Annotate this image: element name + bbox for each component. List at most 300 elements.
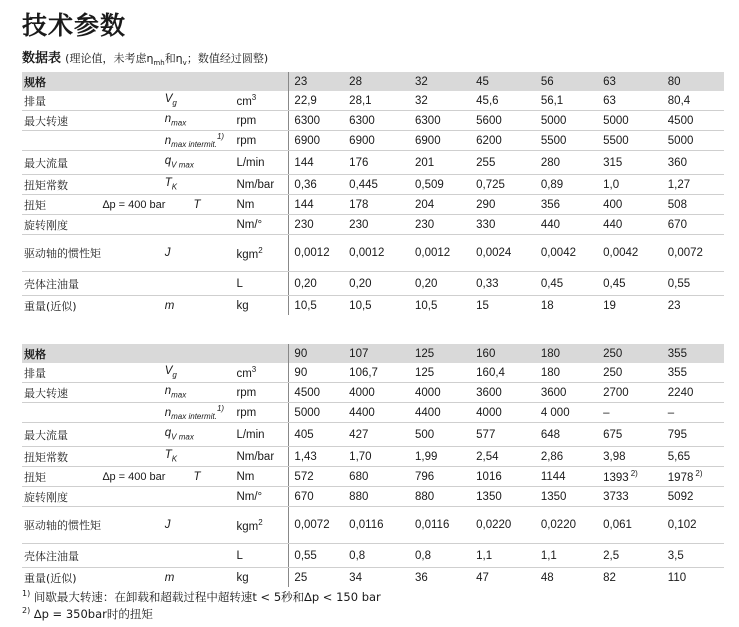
value-text: 3733 [603, 490, 629, 503]
param-symbol [161, 296, 233, 316]
symbol-sub: g [172, 98, 177, 108]
value-text: 6900 [415, 134, 441, 147]
spec-table-1 [22, 72, 724, 315]
value-cell [289, 507, 344, 544]
param-label: 排量 [24, 94, 46, 108]
value-sup: 2) [630, 469, 638, 479]
size-header-cell: 56 [536, 72, 598, 91]
value-text: 427 [349, 428, 369, 441]
value-text: 1350 [540, 490, 567, 503]
value-cell [663, 111, 724, 131]
value-cell [344, 507, 410, 544]
param-label: 壳体注油量 [24, 549, 79, 563]
symbol-sub: max [171, 390, 187, 400]
param-label: 扭矩常数 [24, 178, 68, 192]
value-cell [289, 403, 344, 423]
value-text: 6900 [349, 134, 375, 147]
value-cell [471, 91, 536, 111]
value-text: 1978 [667, 471, 694, 484]
page-title: 技术参数 [22, 11, 127, 40]
table-row [22, 296, 724, 316]
value-cell [536, 447, 598, 467]
value-text: 144 [294, 198, 314, 211]
value-text: 4 000 [540, 406, 570, 419]
param-name [22, 151, 161, 175]
value-cell [471, 568, 536, 588]
param-condition: ∆p = 400 bar [102, 470, 166, 483]
value-text: 25 [294, 571, 308, 584]
unit-sup: 2 [258, 517, 263, 527]
value-text: 0,0042 [603, 247, 639, 259]
param-condition: ∆p = 400 bar [102, 198, 166, 211]
param-name [22, 383, 161, 403]
value-cell [663, 363, 724, 383]
value-text: 4000 [476, 406, 502, 419]
unit-main: kgm [236, 248, 259, 261]
value-text: 15 [476, 299, 489, 312]
subtitle-bold: 数据表 [22, 51, 62, 66]
value-text: 5000 [667, 134, 694, 147]
unit-main: Nm [236, 198, 255, 211]
value-cell [471, 467, 536, 487]
value-text: 1,0 [603, 178, 620, 191]
value-text: 4000 [349, 386, 375, 399]
value-cell [410, 215, 471, 235]
value-cell [410, 151, 471, 175]
param-symbol [161, 383, 233, 403]
value-text: 0,0042 [540, 247, 576, 259]
unit-sup: 3 [251, 93, 257, 103]
param-symbol [161, 568, 233, 588]
value-text: – [603, 406, 610, 419]
param-name [22, 403, 161, 423]
value-cell [344, 544, 410, 568]
param-label: 扭矩 [24, 198, 46, 212]
param-name [22, 487, 161, 507]
value-cell [536, 235, 598, 272]
value-cell [598, 111, 663, 131]
value-cell [663, 507, 724, 544]
value-text: 500 [415, 428, 435, 441]
unit-main: cm [236, 95, 252, 108]
size-header-cell: 45 [471, 72, 536, 91]
value-text: 0,89 [540, 178, 564, 191]
value-text: 5000 [294, 406, 321, 419]
value-cell [536, 215, 598, 235]
value-cell [344, 215, 410, 235]
value-cell [663, 487, 724, 507]
value-cell [471, 195, 536, 215]
param-unit [232, 151, 288, 175]
value-text: 880 [349, 490, 369, 503]
value-cell [289, 447, 344, 467]
param-unit [232, 175, 288, 195]
value-text: 356 [540, 198, 560, 211]
symbol-sub: V max [171, 432, 194, 442]
size-header-cell: 23 [289, 72, 344, 91]
symbol-main: T [193, 470, 201, 483]
table-row [22, 403, 724, 423]
unit-main: kgm [236, 520, 259, 533]
unit-main: cm [236, 367, 252, 380]
value-cell [410, 91, 471, 111]
value-cell [663, 151, 724, 175]
value-cell [471, 111, 536, 131]
value-cell [536, 296, 598, 316]
value-text: 4000 [415, 386, 441, 399]
value-text: 2700 [603, 386, 629, 399]
value-cell [663, 91, 724, 111]
value-cell [344, 272, 410, 296]
subtitle-sub-v: v [182, 59, 187, 68]
table-header-row [22, 344, 724, 363]
spec-table-2 [22, 344, 724, 587]
value-text: 1,43 [294, 450, 317, 463]
subtitle-tail: ；数值经过圆整) [186, 52, 269, 65]
param-symbol [161, 403, 233, 423]
value-cell [410, 131, 471, 151]
param-unit [232, 272, 288, 296]
param-name [22, 91, 161, 111]
value-text: 5600 [476, 114, 502, 127]
table-row [22, 363, 724, 383]
value-cell [410, 175, 471, 195]
value-text: 400 [603, 198, 623, 211]
table-row [22, 235, 724, 272]
value-text: 290 [476, 198, 496, 211]
symbol-main: T [193, 198, 201, 211]
value-cell [471, 131, 536, 151]
value-text: 4400 [415, 406, 441, 419]
size-header-cell: 125 [410, 344, 471, 363]
value-cell [598, 235, 663, 272]
value-cell [663, 272, 724, 296]
subtitle-note: (理论值，未考虑η [65, 52, 154, 65]
value-cell [410, 195, 471, 215]
value-cell [663, 544, 724, 568]
value-cell [471, 487, 536, 507]
value-text: 0,445 [349, 178, 378, 191]
value-text: 10,5 [415, 299, 438, 312]
value-cell [663, 467, 724, 487]
value-text: 0,0116 [415, 519, 450, 531]
value-cell [471, 447, 536, 467]
value-cell [344, 131, 410, 151]
symbol-main: J [164, 247, 171, 259]
value-cell [471, 215, 536, 235]
symbol-main: V [164, 365, 173, 378]
param-symbol [161, 447, 233, 467]
value-cell [471, 151, 536, 175]
value-text: 28,1 [349, 94, 372, 107]
param-name [22, 568, 161, 588]
value-text: 2240 [667, 386, 694, 399]
param-label: 排量 [24, 366, 46, 380]
value-text: 796 [415, 470, 435, 483]
value-text: 23 [667, 299, 681, 312]
value-cell [536, 91, 598, 111]
value-cell [536, 507, 598, 544]
param-name [22, 544, 161, 568]
value-cell [598, 447, 663, 467]
value-cell [344, 363, 410, 383]
param-label: 最大流量 [24, 428, 68, 442]
value-cell [598, 507, 663, 544]
param-unit [232, 235, 288, 272]
value-cell [289, 383, 344, 403]
param-unit [232, 467, 288, 487]
unit-main: L/min [236, 156, 265, 169]
value-text: 0,20 [349, 277, 372, 290]
param-label: 旋转刚度 [24, 490, 68, 504]
value-text: 63 [603, 94, 616, 107]
footnote-1 [22, 589, 381, 605]
value-cell [410, 544, 471, 568]
value-text: 0,0012 [294, 247, 330, 259]
value-cell [536, 467, 598, 487]
unit-main: rpm [236, 134, 257, 147]
param-symbol [161, 235, 233, 272]
param-symbol [161, 215, 233, 235]
size-header-cell: 355 [663, 344, 724, 363]
footnote-2 [22, 606, 153, 622]
value-text: 0,8 [415, 549, 432, 562]
size-header-cell: 160 [471, 344, 536, 363]
param-symbol [161, 487, 233, 507]
unit-main: L [236, 549, 243, 562]
value-text: 675 [603, 428, 623, 441]
symbol-main: J [164, 519, 171, 531]
value-text: 144 [294, 156, 314, 169]
param-symbol [161, 91, 233, 111]
value-text: 1,99 [415, 450, 438, 463]
value-cell [598, 175, 663, 195]
value-cell [344, 235, 410, 272]
value-text: 6300 [349, 114, 375, 127]
param-label: 驱动轴的惯性矩 [24, 519, 101, 532]
value-cell [471, 383, 536, 403]
symbol-sub: max intermit. [171, 140, 217, 150]
footnote-mark: 2) [22, 606, 31, 616]
value-cell [536, 568, 598, 588]
value-cell [536, 423, 598, 447]
value-text: 5500 [603, 134, 629, 147]
table-row [22, 447, 724, 467]
value-cell [344, 568, 410, 588]
value-text: 0,20 [415, 277, 438, 290]
value-text: 0,36 [294, 178, 317, 191]
value-text: 405 [294, 428, 314, 441]
table-row [22, 487, 724, 507]
symbol-main: n [164, 385, 172, 398]
value-text: 56,1 [540, 94, 564, 107]
value-cell [410, 383, 471, 403]
value-text: 0,0116 [349, 519, 384, 531]
value-cell [471, 507, 536, 544]
unit-main: L/min [236, 428, 265, 441]
value-text: 680 [349, 470, 369, 483]
value-text: 5000 [603, 114, 629, 127]
value-text: 6300 [294, 114, 321, 127]
value-cell [344, 487, 410, 507]
value-cell [344, 91, 410, 111]
value-text: 180 [540, 366, 560, 379]
table-row [22, 423, 724, 447]
param-unit [232, 296, 288, 316]
value-cell [598, 272, 663, 296]
symbol-main: T [164, 449, 172, 462]
symbol-sub: max [171, 118, 187, 128]
table-header-row [22, 72, 724, 91]
value-cell [598, 131, 663, 151]
param-unit [232, 195, 288, 215]
value-text: 0,0012 [415, 247, 451, 259]
value-text: 795 [667, 428, 687, 441]
value-text: 0,20 [294, 277, 317, 290]
symbol-main: m [164, 299, 175, 312]
value-cell [289, 423, 344, 447]
value-text: 440 [540, 218, 560, 231]
value-text: 0,0220 [476, 519, 512, 531]
value-text: 80,4 [667, 94, 691, 107]
footnote-text: 间歇最大转速：在卸载和超载过程中超转速t < 5秒和∆p < 150 bar [30, 590, 381, 604]
unit-sup: 2 [258, 245, 263, 255]
value-text: 1393 [603, 471, 629, 484]
value-cell [289, 568, 344, 588]
param-label: 驱动轴的惯性矩 [24, 247, 101, 260]
value-text: 1016 [476, 470, 502, 483]
value-text: 230 [349, 218, 369, 231]
symbol-sub: K [171, 454, 178, 464]
table-row [22, 507, 724, 544]
value-text: 3,98 [603, 450, 626, 463]
symbol-main: T [164, 177, 172, 190]
value-cell [536, 363, 598, 383]
param-unit [232, 363, 288, 383]
value-text: 577 [476, 428, 496, 441]
value-text: 0,102 [667, 519, 697, 531]
value-text: 355 [667, 366, 687, 379]
value-cell [344, 423, 410, 447]
value-text: 19 [603, 299, 616, 312]
value-cell [598, 383, 663, 403]
value-cell [598, 467, 663, 487]
value-cell [289, 487, 344, 507]
value-text: 315 [603, 156, 623, 169]
value-cell [536, 131, 598, 151]
param-unit [232, 91, 288, 111]
value-text: 6900 [294, 134, 321, 147]
value-text: 508 [667, 198, 687, 211]
value-text: 0,061 [603, 519, 632, 531]
value-text: 1144 [540, 470, 566, 483]
value-text: 360 [667, 156, 687, 169]
symbol-main: n [164, 406, 172, 419]
value-text: 280 [540, 156, 560, 169]
value-cell [471, 423, 536, 447]
value-cell [410, 272, 471, 296]
value-cell [663, 383, 724, 403]
param-label: 最大转速 [24, 386, 68, 400]
value-cell [410, 568, 471, 588]
value-cell [536, 175, 598, 195]
value-cell [663, 235, 724, 272]
value-text: 10,5 [349, 299, 372, 312]
value-cell [598, 363, 663, 383]
value-cell [536, 151, 598, 175]
value-cell [410, 235, 471, 272]
value-cell [663, 423, 724, 447]
value-cell [344, 151, 410, 175]
value-text: 106,7 [349, 366, 378, 379]
param-symbol [161, 175, 233, 195]
value-cell [410, 403, 471, 423]
value-cell [598, 151, 663, 175]
value-text: – [667, 406, 675, 419]
value-cell [410, 423, 471, 447]
value-text: 880 [415, 490, 435, 503]
table-row [22, 151, 724, 175]
value-cell [471, 175, 536, 195]
param-symbol [161, 131, 233, 151]
value-text: 6300 [415, 114, 441, 127]
value-text: 670 [294, 490, 314, 503]
param-symbol [161, 151, 233, 175]
param-symbol [161, 507, 233, 544]
value-cell [410, 467, 471, 487]
value-text: 0,55 [294, 549, 317, 562]
symbol-main: n [164, 113, 172, 126]
value-cell [410, 507, 471, 544]
value-cell [289, 175, 344, 195]
size-header-label: 规格 [22, 72, 289, 91]
value-text: 250 [603, 366, 623, 379]
unit-main: kg [236, 571, 249, 584]
value-text: 4500 [667, 114, 694, 127]
value-text: 6200 [476, 134, 502, 147]
param-label: 重量(近似) [24, 299, 77, 313]
size-header-cell: 63 [598, 72, 663, 91]
param-unit [232, 383, 288, 403]
value-cell [598, 91, 663, 111]
value-cell [410, 487, 471, 507]
value-cell [663, 447, 724, 467]
symbol-sup: 1) [216, 131, 225, 141]
param-name [22, 507, 161, 544]
value-cell [663, 195, 724, 215]
value-text: 4500 [294, 386, 321, 399]
value-text: 34 [349, 571, 362, 584]
table-subtitle [22, 47, 268, 67]
size-header-cell: 32 [410, 72, 471, 91]
symbol-main: q [164, 427, 172, 440]
value-text: 1,1 [476, 549, 493, 562]
unit-main: rpm [236, 406, 257, 419]
unit-main: Nm/bar [236, 178, 275, 191]
value-cell [344, 467, 410, 487]
value-cell [289, 91, 344, 111]
value-text: 204 [415, 198, 435, 211]
param-unit [232, 507, 288, 544]
value-text: 201 [415, 156, 435, 169]
value-cell [598, 195, 663, 215]
value-cell [663, 403, 724, 423]
unit-main: L [236, 277, 243, 290]
param-unit [232, 403, 288, 423]
table-row [22, 195, 724, 215]
param-name [22, 272, 161, 296]
value-text: 1,70 [349, 450, 372, 463]
